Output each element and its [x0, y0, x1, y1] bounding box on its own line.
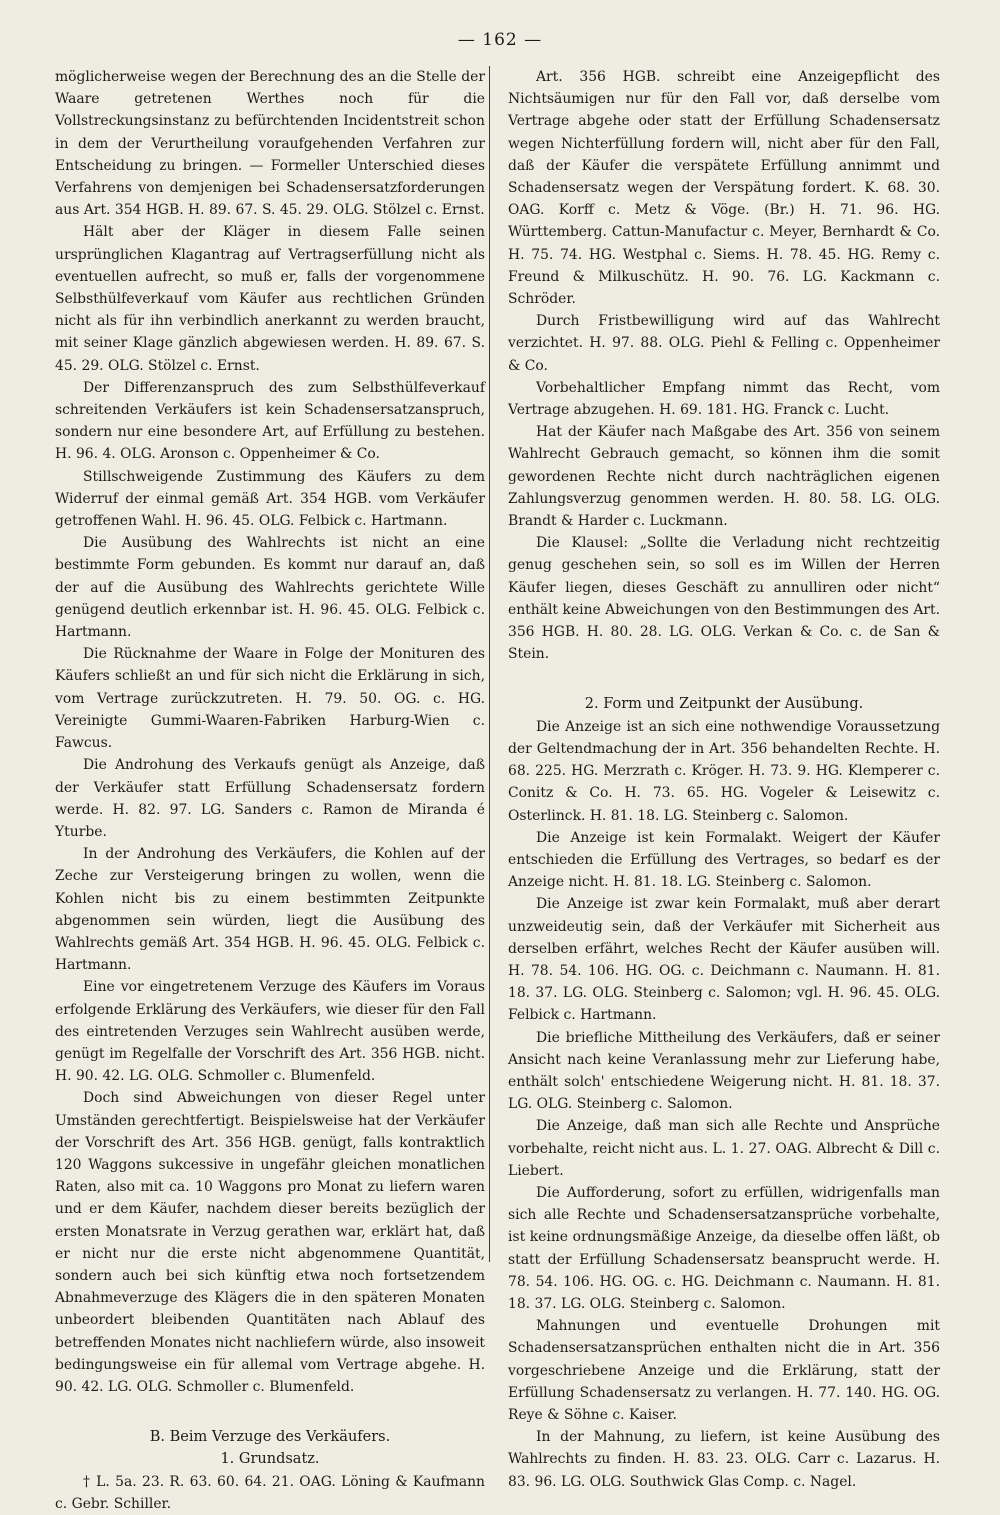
page-number: — 162 — — [457, 30, 543, 50]
column-divider — [489, 66, 490, 1262]
section-heading: 1. Grundsatz. — [220, 1451, 320, 1468]
section-heading: 2. Form und Zeitpunkt der Ausübung. — [584, 696, 864, 713]
paragraph: Der Differenzanspruch des zum Selbsthülfeverkauf schreitenden Verkäufers ist kein Schadensersatzanspruch, sondern nur eine besondere Art, auf Erfüllung zu bestehen. H. 96. 4. OLG. Aronson c. Oppenheimer & Co. — [55, 379, 485, 463]
paragraph: Eine vor eingetretenem Verzuge des Käufers im Voraus erfolgende Erklärung des Verkäufers, wie dieser für den Fall des eintretenden Verzuges sein Wahlrecht ausüben werde, genügt im Regelfalle der Vorschrift des Art. 356 HGB. nicht. H. 90. 42. LG. OLG. Schmoller c. Blumenfeld. — [55, 979, 485, 1085]
paragraph: Die Rücknahme der Waare in Folge der Monituren des Käufers schließt an und für sich nicht die Erklärung in sich, vom Vertrage zurückzutreten. H. 79. 50. OG. c. HG. Vereinigte Gummi-Waaren-Fabriken Harburg-Wien c. Fawcus. — [55, 646, 485, 752]
paragraph: Mahnungen und eventuelle Drohungen mit Schadensersatzansprüchen enthalten nicht die in Art. 356 vorgeschriebene Anzeige und die Erklärung, statt der Erfüllung Schadensersatz zu verlangen. H. 77. 140. HG. OG. Reye & Söhne c. Kaiser. — [508, 1318, 940, 1423]
section-gap — [55, 1398, 485, 1426]
paragraph: Die Anzeige ist an sich eine nothwendige Voraussetzung der Geltendmachung der in Art. 356 behandelten Rechte. H. 68. 225. HG. Merzrath c. Kröger. H. 73. 9. HG. Klemperer c. Conitz & Co. H. 73. 65. HG. Vogeler & Leisewitz c. Osterlinck. H. 81. 18. LG. Steinberg c. Salomon. — [508, 718, 940, 824]
section-gap — [508, 665, 940, 693]
paragraph: Doch sind Abweichungen von dieser Regel unter Umständen gerechtfertigt. Beispielsweise hat der Verkäufer der Vorschrift des Art. 356 HGB. genügt, falls kontraktlich 120 Waggons sukcessive in ungefähr gleichen monatlichen Raten, also mit ca. 10 Waggons pro Monat zu liefern waren und er dem Käufer, nachdem dieser bereits bezüglich der ersten Monatsrate in Verzug gerathen war, erklärt hat, daß er nicht nur die erste nicht abgenommene Quantität, sondern auch bei sich künftig etwa noch fortsetzendem Abnahmeverzuge des Klägers die in den späteren Monaten unbeordert bleibenden Quantitäten nach Ablauf des betreffenden Monates nicht nachliefern würde, also insoweit bedingungsweise ein für allemal vom Vertrage abgehe. H. 90. 42. LG. OLG. Schmoller c. Blumenfeld. — [55, 1090, 485, 1395]
paragraph: Die Anzeige, daß man sich alle Rechte und Ansprüche vorbehalte, reicht nicht aus. L. 1. 27. OAG. Albrecht & Dill c. Liebert. — [508, 1118, 940, 1179]
paragraph: Art. 356 HGB. schreibt eine Anzeigepflicht des Nichtsäumigen nur für den Fall vor, daß derselbe vom Vertrage abgehe oder statt der Erfüllung Schadensersatz wegen Nichterfüllung fordern will, nicht aber für den Fall, daß der Käufer die verspätete Erfüllung annimmt und Schadensersatz wegen der Verspätung fordert. K. 68. 30. OAG. Korff c. Metz & Vöge. (Br.) H. 71. 96. HG. Württemberg. Cattun-Manufactur c. Meyer, Bernhardt & Co. H. 75. 74. HG. Westphal c. Siems. H. 78. 45. HG. Remy c. Freund & Milkuschütz. H. 90. 76. LG. Kackmann c. Schröder. — [508, 69, 940, 308]
paragraph: In der Mahnung, zu liefern, ist keine Ausübung des Wahlrechts zu finden. H. 83. 23. OLG. Carr c. Lazarus. H. 83. 96. LG. OLG. Southwick Glas Comp. c. Nagel. — [508, 1429, 940, 1490]
paragraph: † L. 5a. 23. R. 63. 60. 64. 21. OAG. Löning & Kaufmann c. Gebr. Schiller. — [55, 1473, 485, 1512]
paragraph: Die Ausübung des Wahlrechts ist nicht an eine bestimmte Form gebunden. Es kommt nur darauf an, daß der auf die Ausübung des Wahlrechts gerichtete Wille genügend deutlich erkennbar ist. H. 96. 45. OLG. Felbick c. Hartmann. — [55, 535, 485, 641]
paragraph: Hält aber der Kläger in diesem Falle seinen ursprünglichen Klagantrag auf Vertragserfüllung nicht als eventuellen aufrecht, so muß er, falls der vorgenommene Selbsthülfeverkauf vom Käufer aus rechtlichen Gründen nicht als für ihn verbindlich anerkannt zu werden braucht, mit seiner Klage gänzlich abgewiesen werden. H. 89. 67. S. 45. 29. OLG. Stölzel c. Ernst. — [55, 224, 485, 374]
paragraph: Die Aufforderung, sofort zu erfüllen, widrigenfalls man sich alle Rechte und Schadensersatzansprüche vorbehalte, ist keine ordnungsmäßige Anzeige, da dieselbe offen läßt, ob statt der Erfüllung Schadensersatz beansprucht werde. H. 78. 54. 106. HG. OG. c. HG. Deichmann c. Naumann. H. 81. 18. 37. LG. OLG. Steinberg c. Salomon. — [508, 1184, 940, 1312]
paragraph: Die briefliche Mittheilung des Verkäufers, daß er seiner Ansicht nach keine Veranlassung mehr zur Lieferung habe, enthält solch' entschiedene Weigerung nicht. H. 81. 18. 37. LG. OLG. Steinberg c. Salomon. — [508, 1029, 940, 1113]
paragraph: möglicherweise wegen der Berechnung des an die Stelle der Waare getretenen Werthes noch für die Vollstreckungsinstanz zu befürchtenden Incidentstreit schon in dem der Verurtheilung voraufgehenden Verfahren zur Entscheidung zu bringen. — Formeller Unterschied dieses Verfahrens von demjenigen bei Schadensersatzforderungen aus Art. 354 HGB. H. 89. 67. S. 45. 29. OLG. Stölzel c. Ernst. — [55, 69, 485, 219]
paragraph: Stillschweigende Zustimmung des Käufers zu dem Widerruf der einmal gemäß Art. 354 HGB. vom Verkäufer getroffenen Wahl. H. 96. 45. OLG. Felbick c. Hartmann. — [55, 468, 485, 530]
paragraph: Die Androhung des Verkaufs genügt als Anzeige, daß der Verkäufer statt Erfüllung Schadensersatz fordern werde. H. 82. 97. LG. Sanders c. Ramon de Miranda é Yturbe. — [55, 757, 485, 840]
paragraph: Hat der Käufer nach Maßgabe des Art. 356 von seinem Wahlrecht Gebrauch gemacht, so können ihm die somit gewordenen Rechte nicht durch nachträglichen eigenen Zahlungsverzug genommen werden. H. 80. 58. LG. OLG. Brandt & Harder c. Luckmann. — [508, 424, 940, 530]
right-column — [508, 66, 940, 1493]
left-column — [55, 66, 485, 1515]
paragraph: In der Androhung des Verkäufers, die Kohlen auf der Zeche zur Versteigerung bringen zu wollen, wenn die Kohlen nicht bis zu einem bestimmten Zeitpunkte abgenommen sein würden, liegt die Ausübung des Wahlrechts gemäß Art. 354 HGB. H. 96. 45. OLG. Felbick c. Hartmann. — [55, 846, 485, 974]
paragraph: Die Klausel: „Sollte die Verladung nicht rechtzeitig genug geschehen sein, so soll es im Willen der Herren Käufer liegen, dieses Geschäft zu annulliren oder nicht“ enthält keine Abweichungen von den Bestimmungen des Art. 356 HGB. H. 80. 28. LG. OLG. Verkan & Co. c. de San & Stein. — [508, 535, 940, 663]
paragraph: Die Anzeige ist zwar kein Formalakt, muß aber derart unzweideutig sein, daß der Verkäufer mit Sicherheit aus derselben erfährt, welches Recht der Käufer ausüben will. H. 78. 54. 106. HG. OG. c. Deichmann c. Naumann. H. 81. 18. 37. LG. OLG. Steinberg c. Salomon; vgl. H. 96. 45. OLG. Felbick c. Hartmann. — [508, 896, 940, 1024]
paragraph: Durch Fristbewilligung wird auf das Wahlrecht verzichtet. H. 97. 88. OLG. Piehl & Felling c. Oppenheimer & Co. — [508, 313, 940, 374]
paragraph: Die Anzeige ist kein Formalakt. Weigert der Käufer entschieden die Erfüllung des Vertrages, so bedarf es der Anzeige nicht. H. 81. 18. LG. Steinberg c. Salomon. — [508, 829, 940, 891]
section-heading: B. Beim Verzuge des Verkäufers. — [149, 1429, 391, 1446]
paragraph: Vorbehaltlicher Empfang nimmt das Recht, vom Vertrage abzugehen. H. 69. 181. HG. Franck c. Lucht. — [508, 379, 940, 419]
